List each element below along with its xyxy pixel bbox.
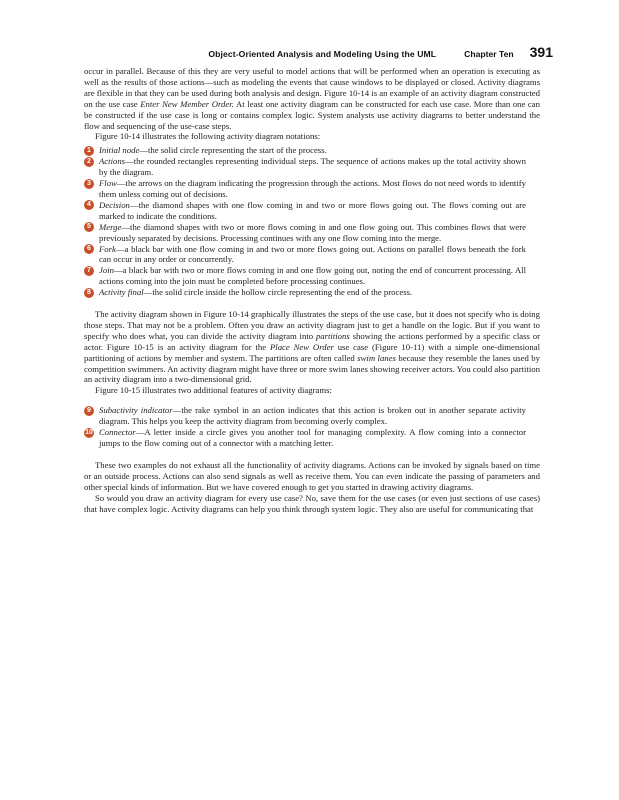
paragraph-features-lead: Figure 10-15 illustrates two additional features of activity diagrams: [95,385,332,396]
term: Connector [99,427,136,438]
body-text [84,66,540,514]
book-title: Object-Oriented Analysis and Modeling Using the UML [208,49,437,59]
definition: —the rake symbol in an action indicates that this action is broken out in another separate activity diagram. This helps you keep the activity diagram from becoming overly complex. [99,405,526,427]
term: Initial node [99,145,140,156]
definition: —the solid circle representing the start of the process. [139,145,327,156]
list-item [84,222,540,244]
paragraph-partitions: The activity diagram shown in Figure 10-14 graphically illustrates the steps of the use case, but it does not specify who is doing those steps. That may not be a problem. Often you draw an activity diagram just to get a handle on the logic. But if you want to specify who does what, you can divide the activity diagram into partitions showing the actions performed by a specific class or actor. Figure 10-15 is an activity diagram for the Place New Order use case (Figure 10-11) with a simple one-dimensional partitioning of actions by member and system. The partitions are often called swim lanes because they resemble the lanes used by competition swimmers. An activity diagram might have three or more swim lanes showing receiver actors. You could also partition an activity diagram into a two-dimensional grid. [84,309,541,385]
notation-list [84,145,540,298]
paragraph-activity-intro: occur in parallel. Because of this they are very useful to model actions that will be performed when an operation is executing as well as the results of those actions—such as modeling the events that cause windows to be displayed or closed. Activity diagrams are flexible in that they can be used during both analysis and design. Figure 10-14 is an example of an activity diagram constructed on the use case Enter New Member Order. At least one activity diagram can be constructed for each use case. More than one can be constructed if the use case is long or contains complex logic. System analysts use activity diagrams to better understand the flow and sequencing of the use-case steps. [84,66,540,131]
definition: —the diamond shapes with one flow coming in and two or more flows going out. The flows coming out are marked to indicate the conditions. [99,199,526,221]
number-marker-icon: 8 [84,288,94,298]
list-item [84,405,540,427]
definition: —a black bar with two or more flows coming in and one flow going out, noting the end of concurrent processing. All actions coming into the join must be completed before processing continues. [99,265,526,287]
list-item [84,427,540,449]
term: Flow [99,178,117,189]
page-number: 391 [529,44,553,60]
feature-list [84,405,540,449]
term: Fork [99,243,116,254]
term: Subactivity indicator [99,405,173,416]
paragraph-functionality: These two examples do not exhaust all the functionality of activity diagrams. Actions can be invoked by signals based on time or an outside process. Actions can also send signals as well as receive them. You can even indicate the passing of parameters and other special kinds of information. But we have covered enough to get you started in drawing activity diagrams. [84,459,540,492]
list-item [84,200,540,222]
paragraph-notations-lead: Figure 10-14 illustrates the following activity diagram notations: [95,131,321,142]
list-item [84,178,540,200]
list-item [84,244,540,266]
list-item [84,265,540,287]
list-item [84,145,540,156]
term: Merge [99,221,122,232]
number-marker-icon: 4 [84,200,94,210]
number-marker-icon: 7 [84,266,94,276]
number-marker-icon: 9 [84,406,94,416]
number-marker-icon: 3 [84,179,94,189]
running-header [206,44,553,60]
number-marker-icon: 6 [84,244,94,254]
list-item [84,156,540,178]
number-marker-icon: 5 [84,222,94,232]
number-marker-icon: 10 [85,428,93,436]
chapter-label: Chapter Ten [464,49,514,59]
term: Activity final [99,287,144,298]
list-item [84,287,540,298]
definition: —the solid circle inside the hollow circle representing the end of the process. [143,287,413,298]
paragraph-when-to-use: So would you draw an activity diagram for every use case? No, save them for the use cases (or even just sections of use cases) that have complex logic. Activity diagrams can help you think through system logic. They also are useful for communicating that [84,492,540,514]
term: Decision [99,199,130,210]
number-marker-icon: 2 [84,157,94,167]
term: Join [99,265,114,276]
number-marker-icon: 1 [84,146,94,156]
definition: —a black bar with one flow coming in and two or more flows going out. Actions on parallel flows beneath the fork can occur in any order or concurrently. [99,243,526,265]
definition: —A letter inside a circle gives you another tool for managing complexity. A flow coming into a connector jumps to the flow coming out of a connector with a matching letter. [99,427,526,448]
definition: —the arrows on the diagram indicating the progression through the actions. Most flows do not need words to identify them unless coming out of decisions. [99,178,526,199]
term: Actions [99,156,126,167]
definition: —the rounded rectangles representing individual steps. The sequence of actions makes up the total activity shown by the diagram. [99,156,526,178]
definition: —the diamond shapes with two or more flows coming in and one flow going out. This combines flows that were previously separated by decisions. Processing continues with any one flow coming into the merge. [99,221,526,243]
